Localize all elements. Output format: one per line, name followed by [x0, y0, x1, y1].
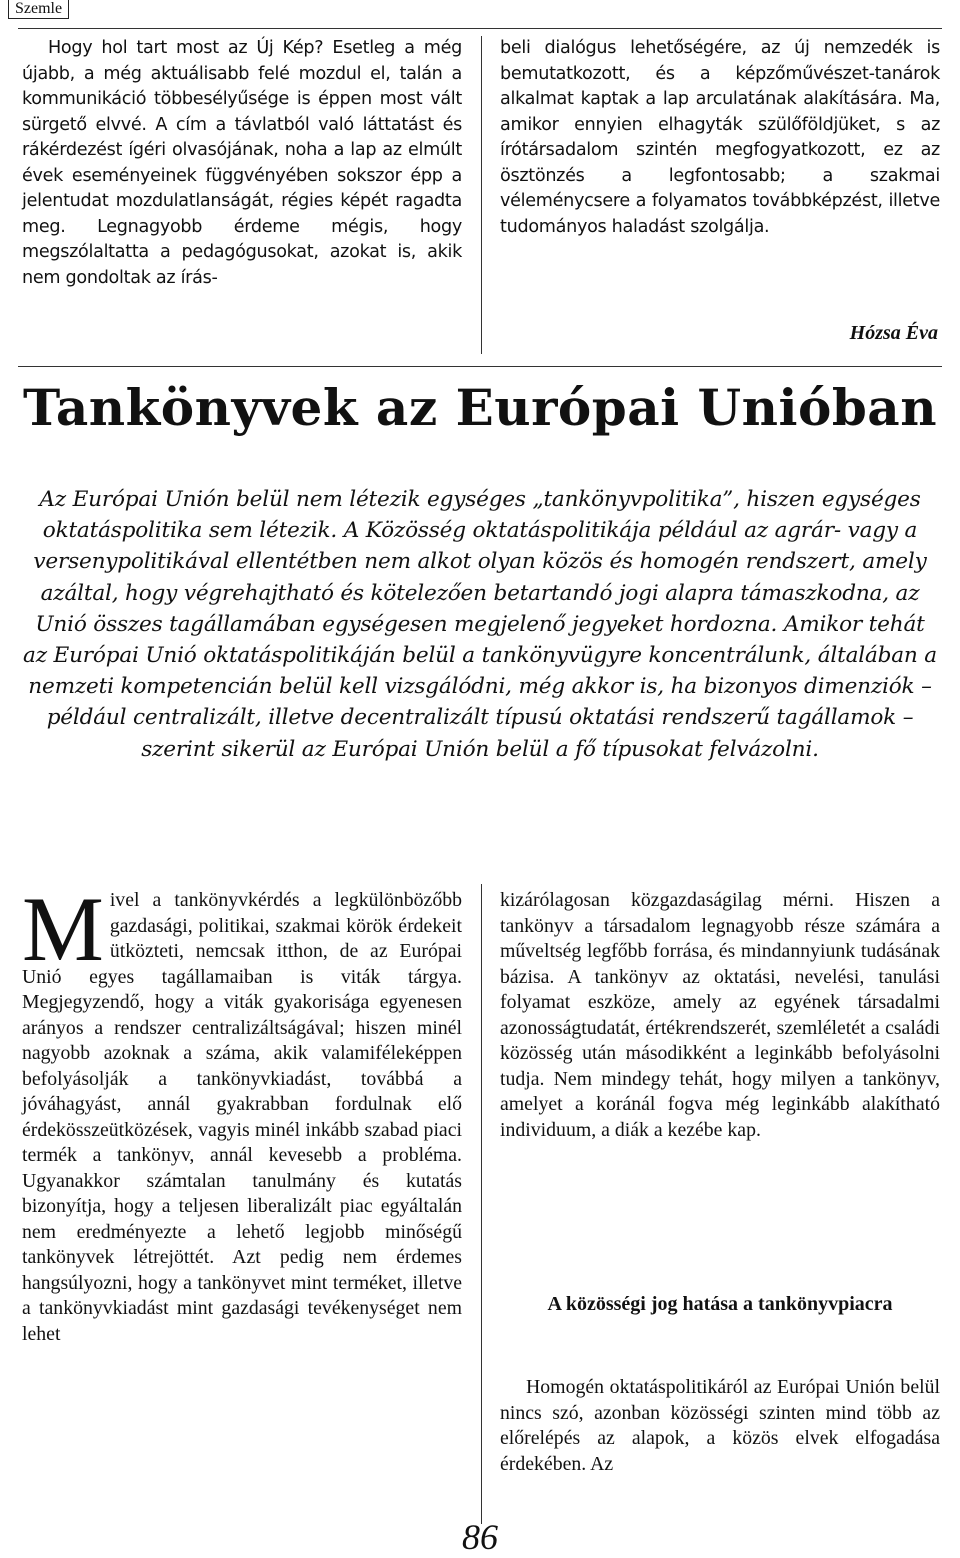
section-subheading: A közösségi jog hatása a tankönyvpiacra: [547, 1293, 893, 1315]
column-divider-bottom: [481, 884, 482, 1524]
article-body-left-text: ivel a tankönyvkérdés a legkülönbözőbb gazdasági, politikai, szakmai körök érdekeit ütközteti, nemcsak itthon, de az Európai Unió egyes tagállamaiban is viták tárgya. Megjegyzendő, hogy a viták gyakorisága egyenesen arányos a rendszer centralizáltságával; hiszen minél nagyobb azoknak a száma, akik valamiféleképpen befolyásolják a tankönyvkiadást, továbbá a jóváhagyást, annál gyakrabban fordulnak elő érdekösszeütközések, vagyis minél inkább szabad piaci termék a tankönyv, annál kevesebb a probléma. Ugyanakkor számtalan tanulmány és kutatás bizonyítja, hogy a teljesen liberalizált piac egyáltalán nem eredményezte a lehető legjobb minőségű tankönyvek létrejöttét. Azt pedig nem érdemes hangsúlyozni, hogy a tankönyvet mint terméket, illetve a tankönyvkiadást mint gazdasági tevékenységet nem lehet: [22, 889, 462, 1345]
column-divider-top: [481, 36, 482, 354]
article-title: Tankönyvek az Európai Unióban: [22, 378, 938, 437]
drop-cap: M: [22, 878, 104, 980]
article-body-right: kizárólagosan közgazdaságilag mérni. Hiszen a tankönyv a társadalom legnagyobb része számára a műveltség legfőbb forrása, és mindannyiunk tudásának bázisa. A tankönyv az oktatási, nevelési, tanulási folyamat eszköze, amely az egyének társadalmi azonosságtudatát, értékrendszerét, szemléletét a családi közösség után másodikként a leginkább befolyásolni tudja. Nem mindegy tehát, hogy milyen a tankönyv, amelyet a koránál fogva még leginkább alakítható individuum, a diák a kezébe kap.: [500, 889, 940, 1141]
review-left-column: Hogy hol tart most az Új Kép? Esetleg a még újabb, a még aktuálisabb felé mozdul el, talán a kommunikáció többesélyűsége is éppen most vált sürgető elvvé. A cím a távlatból való láttatást és rákérdezést ígéri olvasójának, noha a lap az elmúlt évek eseményeinek függvényében sokszor épp a jelentudat mozdulatlanságát, régies képét ragadta meg. Legnagyobb érdeme mégis, hogy megszólaltatta a pedagógusokat, azokat is, akik nem gondoltak az írás-: [22, 38, 462, 288]
article-body-left: [22, 878, 462, 1347]
article-lead: Az Európai Unión belül nem létezik egységes „tankönyvpolitika”, hiszen egységes oktatáspolitika sem létezik. A Közösség oktatáspolitikája például az agrár- vagy a versenypolitikával ellentétben nem alkot olyan közös és homogén rendszert, amely azáltal, hogy végrehajtható és kötelezően betartandó jogi alapra támaszkodna, az Unió összes tagállamában egységesen megjelenő jegyeket hordozna. Amikor tehát az Európai Unió oktatáspolitikáján belül a tankönyvügyre koncentrálunk, általában a nemzeti kompetencián belül kell vizsgálódni, még akkor is, ha bizonyos dimenziók – például centralizált, illetve decentralizált típusú oktatási rendszerű tagállamok – szerint sikerül az Európai Unión belül a fő típusokat felvázolni.: [23, 487, 937, 762]
header-rule: [18, 28, 942, 29]
review-right-column: beli dialógus lehetőségére, az új nemzedék is bemutatkozott, és a képzőművészet-tanárok alkalmat kaptak a lap arculatának alakítására. Ma, amikor ennyien elhagyták szülőföldjüket, s az írótársadalom szintén megfogyatkozott, ez az ösztönzés a legfontosabb; a szakmai véleménycsere a folyamatos továbbképzést, illetve tudományos haladást szolgálja.: [500, 38, 940, 237]
article-body-right-2: Homogén oktatáspolitikáról az Európai Unión belül nincs szó, azonban közösségi szinten mind több az előrelépés az alapok, a közös elvek elfogadása érdekében. Az: [500, 1376, 940, 1475]
running-head: Szemle: [8, 0, 69, 19]
review-signature: Hózsa Éva: [849, 322, 938, 344]
section-rule: [18, 366, 942, 367]
page-number: 86: [462, 1517, 498, 1557]
